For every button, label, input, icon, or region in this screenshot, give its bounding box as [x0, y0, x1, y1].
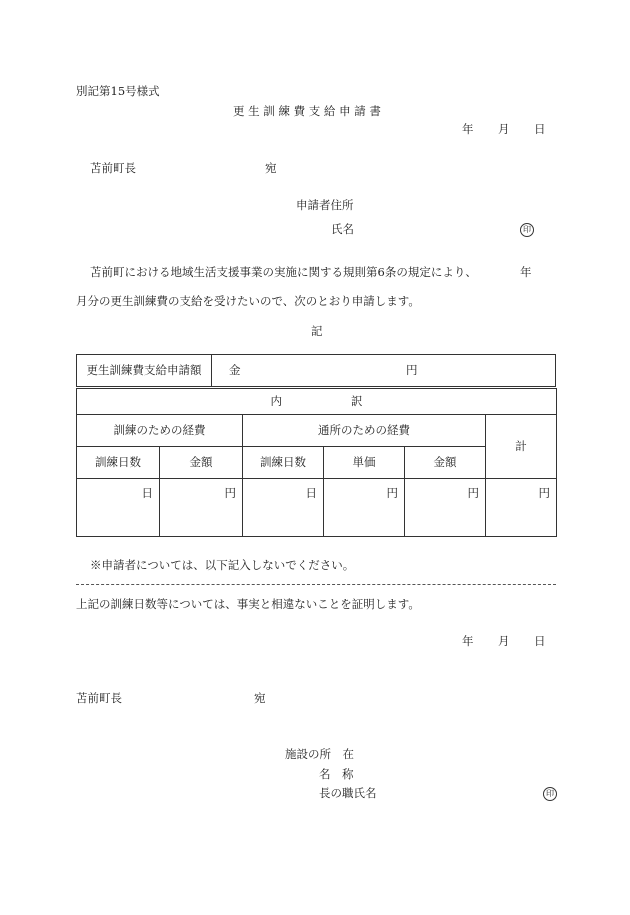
amount-table — [76, 354, 556, 387]
body-line-2: 月分の更生訓練費の支給を受けたいので、次のとおり申請します。 — [76, 294, 420, 308]
form-title: 更 生 訓 練 費 支 給 申 請 書 — [233, 104, 381, 118]
addressee-mayor: 苫前町長 — [90, 161, 136, 175]
commute-costs-header: 通所のための経費 — [243, 415, 486, 447]
facility-head-label: 長の職氏名 — [319, 786, 377, 800]
kin-label: 金 — [229, 363, 241, 377]
facility-location-label: 施設の所 在 — [285, 747, 354, 761]
cell-unit-price: 円 — [324, 479, 405, 537]
cell-commute-days: 日 — [243, 479, 324, 537]
total-header: 計 — [486, 415, 557, 479]
cell-training-days: 日 — [77, 479, 160, 537]
cell-commute-amount: 円 — [405, 479, 486, 537]
cell-training-amount: 円 — [160, 479, 243, 537]
cell-total: 円 — [486, 479, 557, 537]
amount-value-cell — [212, 355, 556, 387]
amount-yen-label: 円 — [406, 363, 418, 377]
col-training-amount: 金額 — [160, 447, 243, 479]
form-number: 別記第15号様式 — [76, 84, 160, 98]
certify-text: 上記の訓練日数等については、事実と相違ないことを証明します。 — [76, 597, 420, 611]
cert-addressee-honorific: 宛 — [254, 691, 266, 705]
ki-label: 記 — [311, 324, 323, 338]
date-year-label: 年 — [462, 122, 474, 136]
breakdown-header: 内 訳 — [77, 389, 557, 415]
col-unit-price: 単価 — [324, 447, 405, 479]
cert-date-month-label: 月 — [498, 634, 510, 648]
body-line-1: 苫前町における地域生活支援事業の実施に関する規則第6条の規定により、 — [90, 265, 477, 279]
applicant-address-label: 申請者住所 — [296, 198, 354, 212]
col-commute-days: 訓練日数 — [243, 447, 324, 479]
col-commute-amount: 金額 — [405, 447, 486, 479]
cert-date-year-label: 年 — [462, 634, 474, 648]
dashed-divider — [76, 584, 556, 585]
date-month-label: 月 — [498, 122, 510, 136]
col-training-days: 訓練日数 — [77, 447, 160, 479]
facility-name-label: 名 称 — [319, 767, 354, 781]
cert-addressee-mayor: 苫前町長 — [76, 691, 122, 705]
addressee-honorific: 宛 — [265, 161, 277, 175]
body-line-1-year: 年 — [520, 265, 532, 279]
breakdown-table — [76, 388, 557, 537]
seal-icon: 印 — [520, 223, 534, 237]
training-costs-header: 訓練のための経費 — [77, 415, 243, 447]
note-text: ※申請者については、以下記入しないでください。 — [90, 558, 355, 572]
amount-label: 更生訓練費支給申請額 — [77, 355, 212, 387]
facility-seal-icon: 印 — [543, 787, 557, 801]
date-day-label: 日 — [534, 122, 546, 136]
applicant-name-label: 氏名 — [331, 222, 354, 236]
cert-date-day-label: 日 — [534, 634, 546, 648]
